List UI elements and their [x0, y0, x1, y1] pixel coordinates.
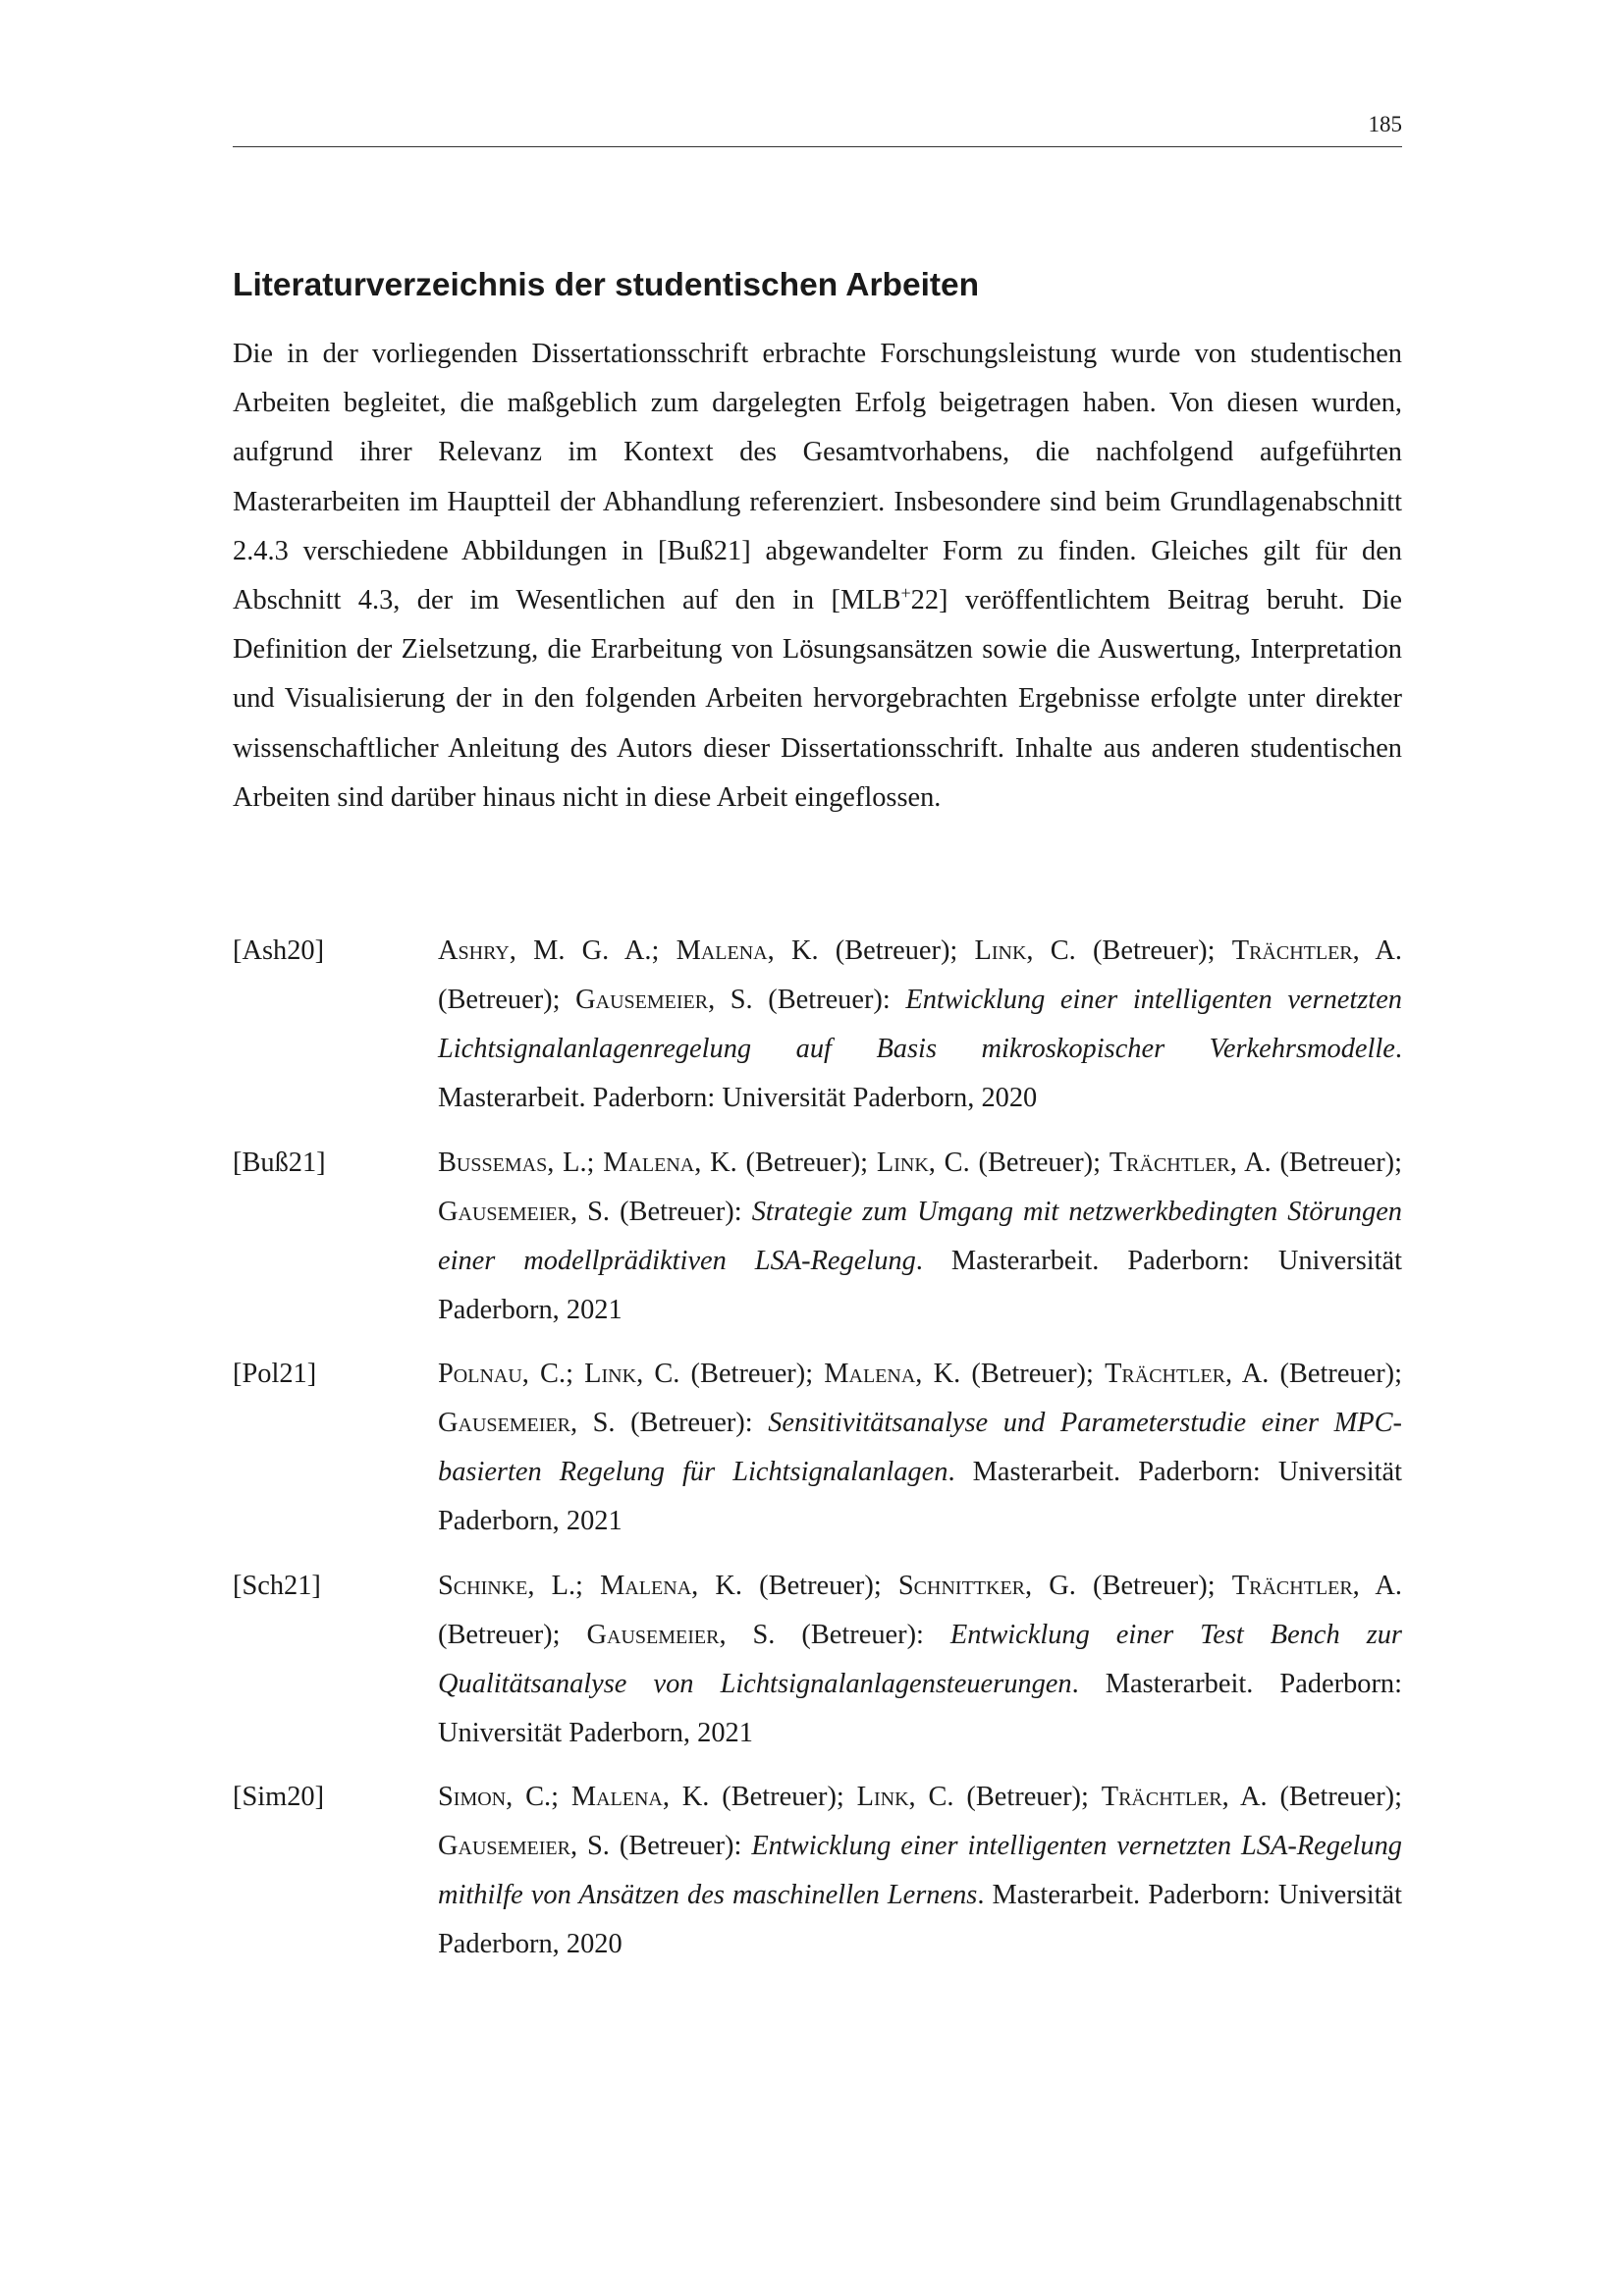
- bib-body: [438, 1139, 1402, 1335]
- bib-author: Link: [876, 1147, 929, 1178]
- bib-key: [Buß21]: [233, 1147, 326, 1178]
- bib-author: Malena: [676, 935, 768, 966]
- bib-author: Schnittker: [897, 1570, 1026, 1601]
- bib-title: Entwicklung einer Test Bench zur Qualitätsanalyse von Lichtsignalanlagensteuerungen: [438, 1619, 1402, 1699]
- bib-author: Trächtler: [1105, 1359, 1225, 1390]
- bib-author-initials: , S. (Betreuer):: [719, 1619, 950, 1650]
- bib-author-initials: , L.;: [547, 1147, 604, 1178]
- bib-entry-ash20: [233, 927, 1402, 1123]
- bib-title: Sensitivitätsanalyse und Parameterstudie einer MPC-basierten Regelung für Lichtsignalanlagen: [438, 1408, 1402, 1488]
- bib-author-initials: , S. (Betreuer):: [569, 1196, 752, 1227]
- bib-author-initials: , C. (Betreuer);: [908, 1782, 1102, 1813]
- bib-author-initials: , K. (Betreuer);: [691, 1570, 898, 1601]
- bib-key: [Sch21]: [233, 1570, 321, 1601]
- bib-title: Strategie zum Umgang mit netzwerkbedingten Störungen einer modellprädiktiven LSA-Regelung: [438, 1196, 1402, 1276]
- bib-key: [Sim20]: [233, 1782, 325, 1813]
- bib-body: [438, 1562, 1402, 1758]
- bib-author-initials: , A. (Betreuer);: [438, 935, 1402, 1015]
- bib-author: Trächtler: [1109, 1147, 1230, 1178]
- bib-suffix: . Masterarbeit. Paderborn: Universität Paderborn, 2020: [438, 1034, 1402, 1113]
- bib-body: [438, 1350, 1402, 1546]
- bib-entry-sch21: [233, 1562, 1402, 1758]
- intro-paragraph: [233, 330, 1402, 823]
- bib-author-initials: , K. (Betreuer);: [694, 1147, 877, 1178]
- bib-author-initials: , A. (Betreuer);: [1229, 1147, 1402, 1178]
- bib-author: Trächtler: [1231, 935, 1353, 966]
- bib-title: Entwicklung einer intelligenten vernetzten LSA-Regelung mithilfe von Ansätzen des maschinellen Lernens: [438, 1831, 1402, 1911]
- bib-body: [438, 1773, 1402, 1969]
- bib-author-initials: , C.;: [506, 1782, 571, 1813]
- bib-author-initials: , S. (Betreuer):: [708, 985, 906, 1015]
- intro-text-part-1: Die in der vorliegenden Dissertationsschrift erbrachte Forschungsleistung wurde von studentischen Arbeiten begleitet, die maßgeblich zum dargelegten Erfolg beigetragen haben. Von diesen wurden, aufgrund ihrer Relevanz im Kontext des Gesamtvorhabens, die nachfolgend aufgeführten Masterarbeiten im Hauptteil der Abhandlung referenziert. Insbesondere sind beim Grundlagenabschnitt 2.4.3 verschiedene Abbildungen in [Buß21] abgewandelter Form zu finden. Gleiches gilt für den Abschnitt 4.3, der im Wesentlichen auf den in [MLB: [233, 339, 1402, 616]
- bib-author: Trächtler: [1231, 1570, 1353, 1601]
- bib-author: Bussemas: [438, 1147, 548, 1178]
- bib-author: Trächtler: [1101, 1782, 1222, 1813]
- bib-author: Ashry: [438, 935, 510, 966]
- bib-entry-sim20: [233, 1773, 1402, 1969]
- bib-author: Link: [856, 1782, 909, 1813]
- bib-body: [438, 927, 1402, 1123]
- intro-superscript: +: [900, 583, 911, 604]
- bib-author: Gausemeier: [438, 1408, 570, 1439]
- bib-author-initials: , K. (Betreuer);: [767, 935, 975, 966]
- bibliography-list: [233, 927, 1402, 1985]
- bib-author-initials: , C. (Betreuer);: [636, 1359, 825, 1390]
- bib-author: Malena: [600, 1570, 692, 1601]
- bib-author: Malena: [570, 1782, 663, 1813]
- bib-author-initials: , S. (Betreuer):: [569, 1831, 752, 1862]
- bib-author: Link: [974, 935, 1027, 966]
- bib-suffix: . Masterarbeit. Paderborn: Universität Paderborn, 2021: [438, 1457, 1402, 1537]
- bib-suffix: . Masterarbeit. Paderborn: Universität Paderborn, 2020: [438, 1880, 1403, 1960]
- bib-author-initials: , S. (Betreuer):: [569, 1408, 769, 1439]
- bib-author: Gausemeier: [575, 985, 709, 1015]
- bib-suffix: . Masterarbeit. Paderborn: Universität Paderborn, 2021: [438, 1668, 1402, 1748]
- bib-title: Entwicklung einer intelligenten vernetzten Lichtsignalanlagenregelung auf Basis mikroskopischer Verkehrsmodelle: [438, 985, 1402, 1064]
- bib-author: Gausemeier: [438, 1196, 570, 1227]
- bib-entry-pol21: [233, 1350, 1402, 1546]
- header-rule: [233, 146, 1402, 147]
- bib-author-initials: , L.;: [527, 1570, 601, 1601]
- bib-author-initials: , C. (Betreuer);: [1026, 935, 1232, 966]
- bib-key: [Ash20]: [233, 935, 325, 966]
- bib-author: Schinke: [438, 1570, 528, 1601]
- page-number: 185: [1368, 112, 1402, 136]
- bib-author: Polnau: [438, 1359, 522, 1390]
- bib-author: Gausemeier: [438, 1831, 570, 1862]
- bib-author-initials: , C. (Betreuer);: [928, 1147, 1110, 1178]
- bib-author: Gausemeier: [586, 1619, 720, 1650]
- bib-author-initials: , A. (Betreuer);: [1221, 1782, 1402, 1813]
- intro-text-part-2: 22] veröffentlichtem Beitrag beruht. Die Definition der Zielsetzung, die Erarbeitung von Lösungsansätzen sowie die Auswertung, Interpretation und Visualisierung der in den folgenden Arbeiten hervorgebrachten Ergebnisse erfolgte unter direkter wissenschaftlicher Anleitung des Autors dieser Dissertationsschrift. Inhalte aus anderen studentischen Arbeiten sind darüber hinaus nicht in diese Arbeit eingeflossen.: [233, 585, 1402, 813]
- bib-author-initials: , A. (Betreuer);: [1224, 1359, 1403, 1390]
- bib-author: Malena: [603, 1147, 695, 1178]
- section-title: Literaturverzeichnis der studentischen Arbeiten: [233, 267, 980, 303]
- bib-author: Malena: [824, 1359, 916, 1390]
- bib-author-initials: , K. (Betreuer);: [915, 1359, 1106, 1390]
- bib-author: Link: [584, 1359, 637, 1390]
- bib-entry-buss21: [233, 1139, 1402, 1335]
- bib-author-initials: , G. (Betreuer);: [1025, 1570, 1232, 1601]
- bib-suffix: . Masterarbeit. Paderborn: Universität Paderborn, 2021: [438, 1245, 1403, 1325]
- bib-author-initials: , A. (Betreuer);: [438, 1570, 1402, 1650]
- bib-author-initials: , C.;: [521, 1359, 585, 1390]
- bib-key: [Pol21]: [233, 1359, 317, 1390]
- bib-author: Simon: [438, 1782, 507, 1813]
- bib-author-initials: , M. G. A.;: [509, 935, 677, 966]
- bib-author-initials: , K. (Betreuer);: [662, 1782, 857, 1813]
